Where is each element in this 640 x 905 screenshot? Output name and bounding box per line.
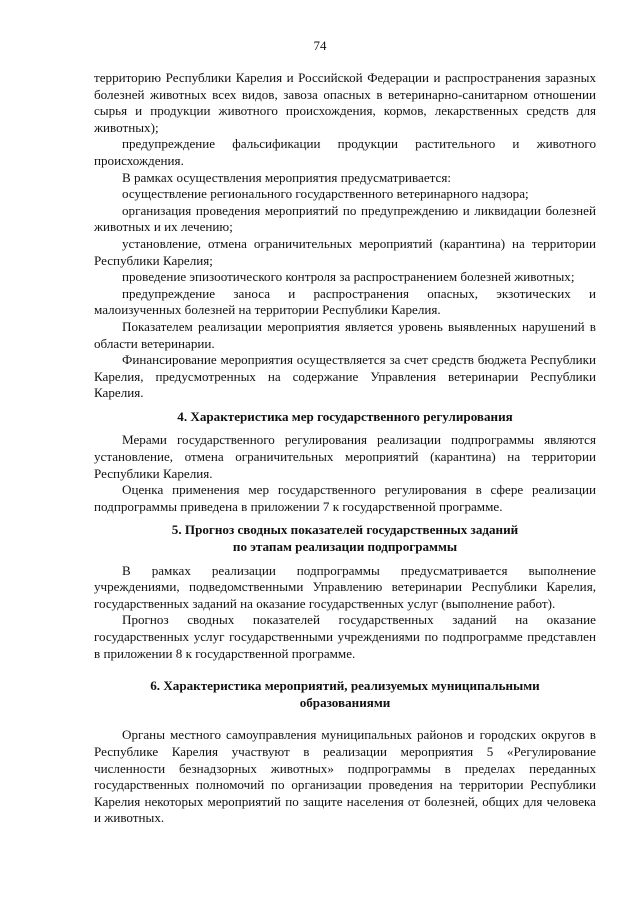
paragraph: В рамках осуществления мероприятия предусматривается: <box>122 169 452 185</box>
paragraph: Органы местного самоуправления муниципальных районов и городских округов в Республике Карелия участвуют в реализации мероприятия 5 «Регулирование численности безнадзорных животных» подпрограммы в пределах переданных государственных полномочий по организации проведения на территории Республики Карелия некоторых мероприятий по защите населения от болезней, общих для человека и животных. <box>94 727 596 826</box>
paragraph: Финансирование мероприятия осуществляется за счет средств бюджета Республики Карелия, предусмотренных на содержание Управления ветеринарии Республики Карелия. <box>94 352 596 401</box>
document-body <box>94 70 596 827</box>
section-6-heading-line-1: 6. Характеристика мероприятий, реализуемых муниципальными <box>150 678 540 694</box>
paragraph: Показателем реализации мероприятия является уровень выявленных нарушений в области ветеринарии. <box>94 318 596 351</box>
paragraph: Мерами государственного регулирования реализации подпрограммы являются установление, отмена ограничительных мероприятий (карантина) на территории Республики Карелия. <box>94 432 596 481</box>
section-4-heading: 4. Характеристика мер государственного регулирования <box>177 408 513 424</box>
paragraph: территорию Республики Карелия и Российской Федерации и распространения заразных болезней животных всех видов, завоза опасных в ветеринарно-санитарном отношении сырья и продукции животного происхождения, кормов, лекарственных средств для животных); <box>94 70 596 135</box>
section-6-heading-line-2: образованиями <box>299 694 391 710</box>
page-number: 74 <box>313 38 327 53</box>
paragraph: проведение эпизоотического контроля за распространением болезней животных; <box>122 269 575 285</box>
paragraph: Оценка применения мер государственного регулирования в сфере реализации подпрограммы приведена в приложении 7 к государственной программе. <box>94 482 596 514</box>
paragraph: В рамках реализации подпрограммы предусматривается выполнение учреждениями, подведомственными Управлению ветеринарии Республики Карелия, государственных заданий на оказание государственных услуг (выполнение работ). <box>94 562 596 611</box>
paragraph: установление, отмена ограничительных мероприятий (карантина) на территории Республики Карелия; <box>94 235 596 268</box>
paragraph: Прогноз сводных показателей государственных заданий на оказание государственных услуг государственными учреждениями по подпрограмме представлен в приложении 8 к государственной программе. <box>94 612 596 661</box>
section-5-heading-line-1: 5. Прогноз сводных показателей государственных заданий <box>171 522 519 538</box>
paragraph: организация проведения мероприятий по предупреждению и ликвидации болезней животных и их лечению; <box>94 202 596 235</box>
section-5-heading-line-2: по этапам реализации подпрограммы <box>232 539 458 555</box>
paragraph: предупреждение фальсификации продукции растительного и животного происхождения. <box>94 136 596 168</box>
paragraph: осуществление регионального государственного ветеринарного надзора; <box>122 186 529 202</box>
paragraph: предупреждение заноса и распространения опасных, экзотических и малоизученных болезней на территории Республики Карелия. <box>94 285 596 318</box>
